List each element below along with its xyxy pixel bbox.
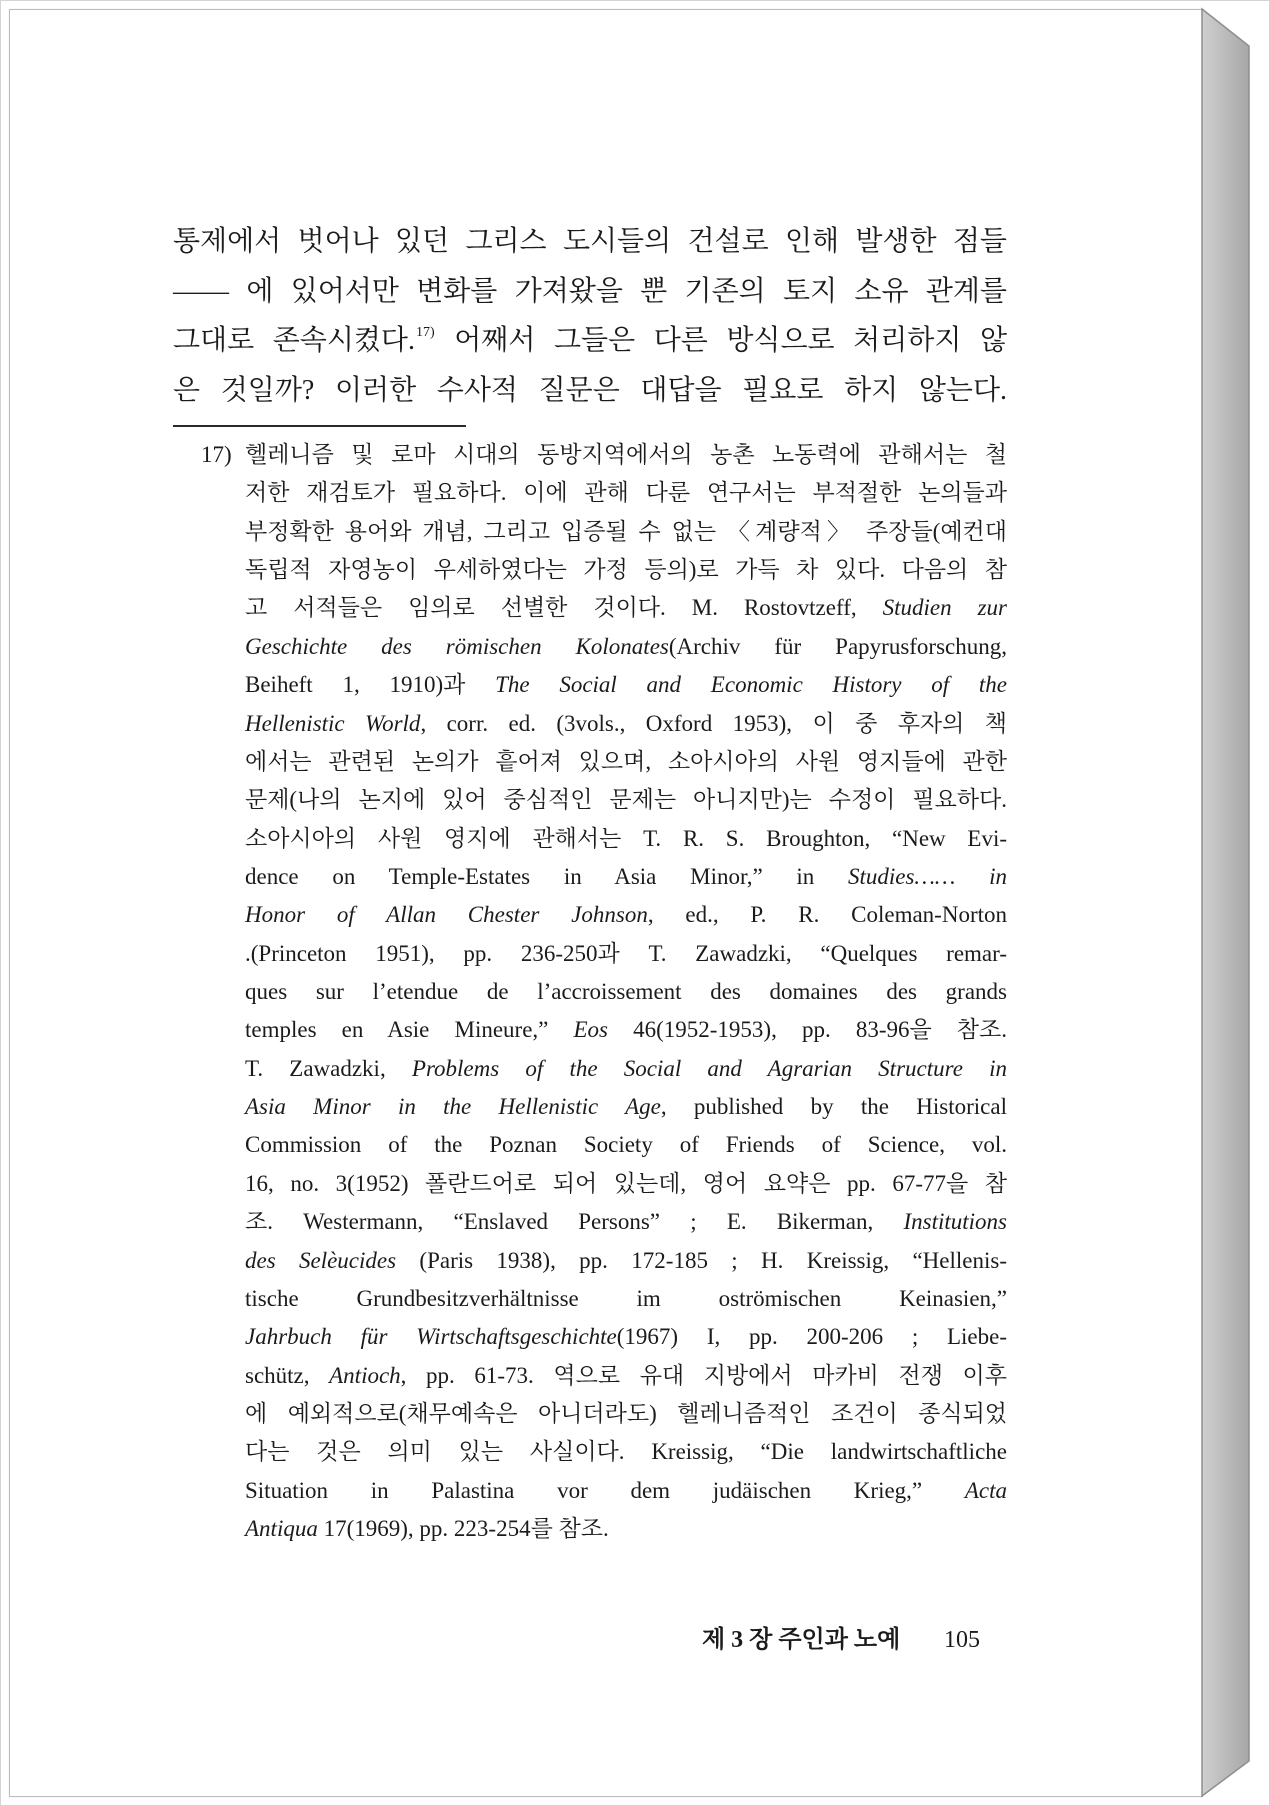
italic-title: Studies…… in	[848, 863, 1007, 889]
italic-title: Acta	[964, 1477, 1007, 1503]
footnote-line	[245, 1395, 1007, 1433]
italic-title: Hellenistic World	[245, 710, 421, 736]
text-run: 부정확한 용어와 개념, 그리고 입증될 수 없는 〈계량적〉 주장들(예컨대	[245, 518, 1007, 544]
text-run: (Paris 1938), pp. 172-185 ; H. Kreissig, “Hellenis-	[396, 1247, 1007, 1273]
footnote-line	[245, 666, 1007, 704]
text-run: schütz,	[245, 1362, 330, 1388]
text-run: 어째서 그들은 다른 방식으로 처리하지 않	[435, 325, 1007, 357]
text-run: 헬레니즘 및 로마 시대의 동방지역에서의 농촌 노동력에 관해서는 철	[245, 442, 1007, 467]
footnote-line	[245, 1510, 1007, 1548]
footnote-line	[245, 628, 1007, 666]
text-run: 에 예외적으로(채무예속은 아니더라도) 헬레니즘적인 조건이 종식되었	[245, 1400, 1007, 1426]
footnote-reference: 17)	[415, 325, 435, 341]
text-run: (Archiv für Papyrusforschung,	[668, 633, 1007, 659]
footnote-line	[245, 973, 1007, 1011]
italic-title: Antioch	[329, 1362, 401, 1388]
text-run: ques sur l’etendue de l’accroissement des domaines des grands	[245, 979, 1007, 1005]
text-run: , pp. 61-73. 역으로 유대 지방에서 마카비 전쟁 이후	[400, 1362, 1007, 1388]
footnote-line	[245, 551, 1007, 589]
text-run: 독립적 자영농이 우세하였다는 가정 등의)로 가득 차 있다. 다음의 참	[245, 557, 1007, 583]
text-run: 다는 것은 의미 있는 사실이다. Kreissig, “Die landwirtschaftliche	[245, 1439, 1007, 1465]
footnote-body	[245, 436, 1007, 1548]
body-line	[173, 217, 1007, 267]
text-run: temples en Asie Mineure,”	[245, 1017, 574, 1043]
book-edge-side	[1202, 9, 1249, 1796]
body-line	[173, 316, 1007, 366]
footnote-line	[245, 935, 1007, 973]
text-run: 에서는 관련된 논의가 흩어져 있으며, 소아시아의 사원 영지들에 관한	[245, 748, 1007, 774]
italic-title: Honor of Allan Chester Johnson	[245, 902, 648, 928]
text-run: tische Grundbesitzverhältnisse im oströmischen Keinasien,”	[245, 1285, 1007, 1311]
italic-title: Geschichte des römischen Kolonates	[245, 633, 669, 659]
italic-title: Institutions	[903, 1209, 1007, 1235]
page-number: 105	[944, 1627, 980, 1653]
body-line	[173, 366, 1007, 416]
text-run: T. Zawadzki,	[245, 1055, 412, 1081]
italic-title: des Selèucides	[245, 1247, 397, 1273]
text-run: 조. Westermann, “Enslaved Persons” ; E. Bikerman,	[245, 1209, 904, 1235]
footnote-line	[245, 1126, 1007, 1164]
text-run: 저한 재검토가 필요하다. 이에 관해 다룬 연구서는 부적절한 논의들과	[245, 480, 1007, 506]
footnote-line	[245, 513, 1007, 551]
footnote-line	[245, 1318, 1007, 1356]
text-run: Commission of the Poznan Society of Friends of Science, vol.	[245, 1132, 1007, 1158]
footnote-line	[245, 820, 1007, 858]
text-run: 16, no. 3(1952) 폴란드어로 되어 있는데, 영어 요약은 pp. 67-77을 참	[245, 1170, 1007, 1196]
running-footer-chapter: 제 3 장 주인과 노예	[702, 1627, 901, 1653]
italic-title: Jahrbuch für Wirtschaftsgeschichte	[245, 1324, 617, 1350]
text-run: 소아시아의 사원 영지에 관해서는 T. R. S. Broughton, “New Evi-	[245, 825, 1007, 851]
text-run: 46(1952-1953), pp. 83-96을 참조.	[607, 1017, 1007, 1043]
footnote-line	[245, 705, 1007, 743]
text-run: 고 서적들은 임의로 선별한 것이다. M. Rostovtzeff,	[245, 595, 883, 621]
footnote-line	[245, 896, 1007, 934]
text-run: 문제(나의 논지에 있어 중심적인 문제는 아니지만)는 수정이 필요하다.	[245, 787, 1007, 813]
text-run: , corr. ed. (3vols., Oxford 1953), 이 중 후자의 책	[420, 710, 1007, 736]
footnote-line	[245, 1242, 1007, 1280]
footnote-line	[245, 1433, 1007, 1471]
italic-title: The Social and Economic History of the	[495, 672, 1008, 698]
text-run: (1967) I, pp. 200-206 ; Liebe-	[616, 1324, 1007, 1350]
footnote-line	[245, 858, 1007, 896]
text-run: Beiheft 1, 1910)과	[245, 672, 496, 698]
text-run: dence on Temple-Estates in Asia Minor,” in	[245, 863, 849, 889]
footnote-line	[245, 1280, 1007, 1318]
italic-title: Eos	[573, 1017, 608, 1043]
footnote-line	[245, 1165, 1007, 1203]
footnote-line	[245, 1088, 1007, 1126]
text-run: Situation in Palastina vor dem judäischen Krieg,”	[245, 1477, 965, 1503]
text-run: 그대로 존속시켰다.	[173, 325, 415, 357]
footnote-line	[245, 589, 1007, 627]
footnote-line	[245, 1050, 1007, 1088]
footnote-line	[245, 436, 1007, 474]
text-run: 17(1969), pp. 223-254를 참조.	[317, 1516, 609, 1542]
italic-title: Studien zur	[882, 595, 1007, 621]
footnote-line	[245, 1472, 1007, 1510]
footnote-line	[245, 1011, 1007, 1049]
footnote-separator	[173, 425, 466, 427]
body-paragraph	[173, 217, 1007, 416]
italic-title: Antiqua	[245, 1516, 318, 1542]
footnote-line	[245, 743, 1007, 781]
italic-title: Problems of the Social and Agrarian Structure in	[411, 1055, 1007, 1081]
text-run: .(Princeton 1951), pp. 236-250과 T. Zawadzki, “Quelques remar-	[245, 940, 1007, 966]
text-run: 은 것일까? 이러한 수사적 질문은 대답을 필요로 하지 않는다.	[173, 375, 1007, 407]
italic-title: Asia Minor in the Hellenistic Age	[245, 1094, 661, 1120]
text-run: 통제에서 벗어나 있던 그리스 도시들의 건설로 인해 발생한 점들	[173, 226, 1007, 257]
body-line	[173, 267, 1007, 317]
footnote-number: 17)	[201, 442, 232, 467]
footnote-line	[245, 1203, 1007, 1241]
footnote-line	[245, 781, 1007, 819]
footnote-line	[245, 474, 1007, 512]
text-run: —— 에 있어서만 변화를 가져왔을 뿐 기존의 토지 소유 관계를	[173, 275, 1007, 307]
footnote-line	[245, 1357, 1007, 1395]
text-run: , ed., P. R. Coleman-Norton	[647, 902, 1007, 928]
text-run: , published by the Historical	[660, 1094, 1007, 1120]
